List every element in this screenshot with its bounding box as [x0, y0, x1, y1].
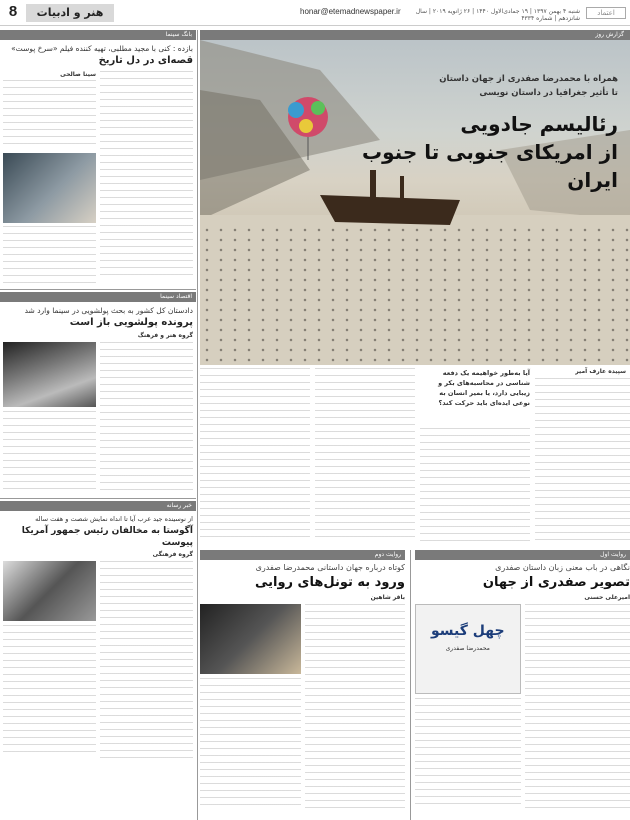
article-col-2 — [420, 428, 530, 543]
right-body-a — [525, 604, 630, 814]
newspaper-logo: اعتماد — [586, 7, 626, 19]
kicker-economy: اقتصاد سینما — [0, 292, 196, 302]
column-divider — [197, 30, 198, 820]
hero-kicker-bar — [200, 30, 630, 40]
book-title: چهل گیسو — [430, 623, 505, 639]
story2-body-a — [100, 342, 193, 492]
left-byline: باقر شاهین — [370, 594, 405, 601]
hero-kicker: گزارش روز — [595, 31, 624, 38]
kicker-narrative2: روایت دوم — [200, 550, 405, 560]
cemetery-stones — [200, 225, 630, 365]
story1-body — [100, 71, 193, 281]
book-author: محمدرضا صفدری — [445, 645, 490, 652]
money-photo — [3, 342, 96, 407]
actor-photo — [3, 153, 96, 223]
pull-quote: آیا به‌طور خواهیمه یک دفعه شناسی در محاسبه‌های بکر و زیبایی دارد، یا بمیر انسان به نوعی ایده‌ای باید حرکت کند؟ — [438, 369, 530, 407]
masthead — [0, 0, 630, 26]
hero-deck — [358, 72, 618, 100]
email-link[interactable]: honar@etemadnewspaper.ir — [300, 7, 401, 16]
left-title: ورود به تونل‌های روایی — [254, 575, 405, 590]
story1-byline: سینا صالحی — [60, 71, 96, 78]
article-byline: سپیده عارف آمیر — [575, 368, 626, 375]
article-col-1 — [535, 378, 630, 543]
story1-deck: بازده : کنی با مجید مطلبی، تهیه کننده فیلم «سرخ پوست» — [11, 44, 193, 53]
hero-deck-line2: تا تأثیر جغرافیا در داستان نویسی — [479, 88, 618, 98]
right-title: تصویر صفدری از جهان — [482, 575, 630, 590]
article-col-3 — [315, 368, 415, 543]
trump-photo — [3, 561, 96, 621]
hero-image — [200, 30, 630, 365]
story2-title: پرونده پولشویی باز است — [69, 317, 193, 328]
hero-title-line2: از امریکای جنوبی تا جنوب ایران — [362, 140, 618, 192]
section-label: هنر و ادبیات — [26, 4, 114, 22]
bottom-band — [200, 550, 630, 820]
story2-byline: گروه هنر و فرهنگ — [137, 332, 193, 339]
right-deck: نگاهی در باب معنی زبان داستان صفدری — [495, 563, 630, 572]
author-photo — [200, 604, 301, 674]
article-col-4 — [200, 368, 310, 543]
story3-deck: از نوسینده جید عرب آیا تا انداه نمایش شصت و هفت ساله — [35, 515, 193, 523]
page-number: 8 — [8, 3, 18, 20]
article-body — [200, 368, 630, 546]
kicker-cinema: بانگ سینما — [0, 30, 196, 40]
left-body-a — [305, 604, 406, 814]
hero-deck-line1: همراه با محمدرضا صفدری از جهان داستان — [439, 74, 618, 84]
kicker-media: خبر رسانه — [0, 501, 196, 511]
left-deck: کوتاه درباره جهان داستانی محمدرضا صفدری — [255, 563, 405, 572]
story3-byline: گروه فرهنگی — [152, 551, 193, 558]
story1-title: قصه‌ای در دل تاریخ — [98, 55, 193, 66]
story3-body-a — [100, 561, 193, 761]
kicker-narrative1: روایت اول — [415, 550, 630, 560]
book-cover — [415, 604, 521, 694]
hero-title-line1: رئالیسم جادویی — [460, 112, 618, 136]
left-column — [0, 30, 196, 820]
story3-title: آگوستا به مخالفان رئیس جمهور آمریکا پیوست — [21, 526, 193, 548]
story2-deck: دادستان کل کشور به بحث پولشویی در سینما وارد شد — [24, 306, 193, 315]
right-byline: امیرعلی حسنی — [584, 594, 630, 601]
hero-title — [318, 110, 618, 194]
dateline: شنبه ۴ بهمن ۱۳۹۷ | ۱۹ جمادی‌الاول ۱۴۴۰ | ۲۶ ژانویه ۲۰۱۹ | سال شانزدهم | شماره ۴۳۳۴ — [415, 8, 580, 22]
